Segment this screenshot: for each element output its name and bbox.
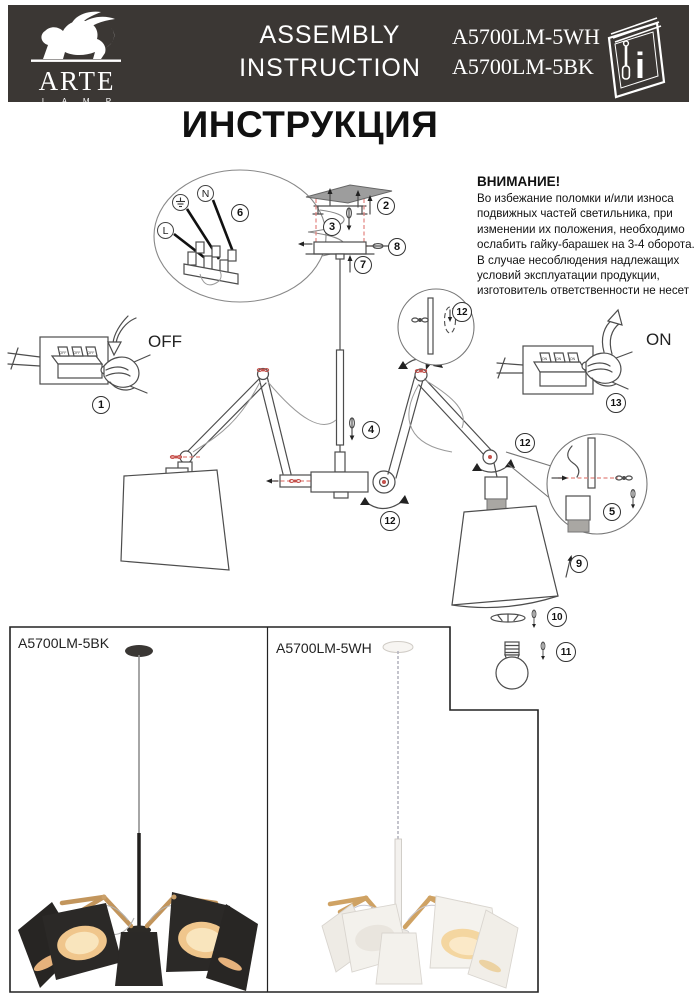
off-switch-drawing — [8, 316, 150, 393]
on-label: ON — [646, 330, 672, 349]
callout-7: 7 — [354, 256, 372, 274]
model-number-wh: A5700LM-5WH — [452, 24, 600, 49]
callout-2: 2 — [377, 197, 395, 215]
bulb-step — [496, 642, 545, 689]
switch-micro-label: ON — [542, 357, 548, 361]
callout-12: 12 — [380, 511, 400, 531]
manual-i-letter: i — [635, 45, 646, 86]
product-label-wh: A5700LM-5WH — [276, 640, 372, 656]
black-chandelier-photo — [18, 645, 258, 991]
callout-8: 8 — [388, 238, 406, 256]
switch-micro-label: ON — [570, 357, 576, 361]
switch-micro-label: ON — [556, 357, 562, 361]
page-title: ИНСТРУКЦИЯ — [181, 104, 439, 145]
ring-step — [491, 610, 536, 628]
switch-micro-label: OFF — [87, 351, 95, 355]
terminal-neutral-label: N — [197, 185, 214, 202]
callout-3: 3 — [323, 218, 341, 236]
central-rod — [335, 259, 354, 472]
switch-micro-label: OFF — [73, 351, 81, 355]
on-switch-drawing — [497, 310, 632, 394]
product-label-bk: A5700LM-5BK — [18, 635, 110, 651]
callout-11: 11 — [556, 642, 576, 662]
off-label: OFF — [148, 332, 182, 351]
callout-13: 13 — [606, 393, 626, 413]
model-number-bk: A5700LM-5BK — [452, 54, 594, 79]
white-chandelier-photo — [322, 642, 518, 989]
warning-title: ВНИМАНИЕ! — [477, 174, 561, 189]
brand-subtitle: L A M P — [41, 97, 119, 106]
earth-ground-icon — [172, 194, 189, 211]
callout-9: 9 — [570, 555, 588, 573]
hub — [266, 471, 409, 509]
switch-micro-label: OFF — [59, 351, 67, 355]
terminal-live-label: L — [157, 222, 174, 239]
callout-5: 5 — [603, 503, 621, 521]
callout-12: 12 — [452, 302, 472, 322]
brand-name: ARTE — [38, 66, 116, 96]
terminal-detail-bubble — [154, 170, 344, 302]
callout-12: 12 — [515, 433, 535, 453]
warning-body: Во избежание поломки и/или износа подвижных частей светильника, при изменении их положения, необходимо ослабить гайку-барашек на 3-4 оборота. В случае несоблюдения надлежащих условий эксплуатации продукции, изготовитель ответственности не несет — [477, 192, 695, 298]
callout-6: 6 — [231, 204, 249, 222]
callout-1: 1 — [92, 396, 110, 414]
assembly-title-line1: ASSEMBLY — [259, 21, 401, 49]
callout-10: 10 — [547, 607, 567, 627]
left-arm — [121, 369, 336, 571]
assembly-title-line2: INSTRUCTION — [239, 54, 421, 82]
callout-4: 4 — [362, 421, 380, 439]
